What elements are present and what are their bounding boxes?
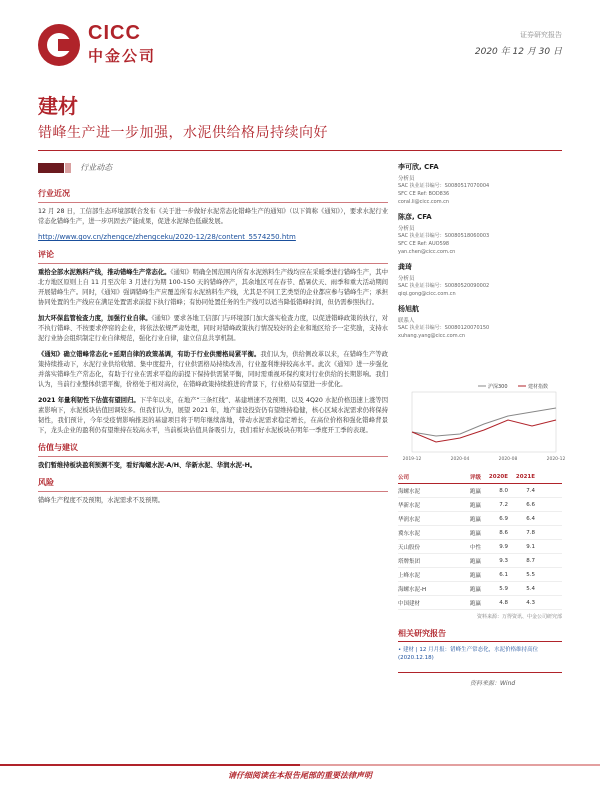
analyst-email[interactable]: qiqi.gong@cicc.com.cn <box>398 291 456 297</box>
source-link[interactable]: http://www.gov.cn/zhengce/zhengceku/2020-12/28/content_5574250.htm <box>38 233 296 241</box>
main-column <box>38 182 388 512</box>
section-title-recent: 行业近况 <box>38 189 70 198</box>
section-title-comment: 评论 <box>38 250 54 259</box>
logo-cn: 中金公司 <box>88 47 157 65</box>
title-rule <box>38 150 562 151</box>
table-cell: 6.9 <box>499 515 508 522</box>
x-tick-label: 2020-12 <box>546 457 566 462</box>
table-header-cell: 2020E <box>488 473 508 480</box>
series-line-1 <box>412 420 556 442</box>
rating-swatch-light <box>65 163 71 173</box>
analyst-extra: SFC CE Ref: AUO598 <box>398 241 450 247</box>
analyst-role: 联系人 <box>398 318 415 324</box>
table-cell: 中国建材 <box>398 600 421 607</box>
table-cell: 5.5 <box>526 571 535 578</box>
report-headline: 错峰生产进一步加强，水泥供给格局持续向好 <box>38 125 328 141</box>
doc-type: 证券研究报告 <box>520 31 562 39</box>
analyst-cert: SAC 执业证书编号：S0080120070150 <box>398 325 490 331</box>
p1-body: 《通知》明确全国范围内所有水泥熟料生产线均应在采暖季进行错峰生产，其中北方地区原则上自 11 月至次年 3 月进行为期 100-150 天的错峰停产，其余地区可在春节、酷暑伏天、雨季和重大活动期间开展错峰生产。同时，《通知》强调错峰生产应覆盖所有水泥熟料生产线，尤其是不同工艺类型的企业都应参与错峰生产；承担协同处置的生产线应在满足处置需求前提下执行错峰；有协同处置任务的生产线可以适当降低错峰时间，但仍需参照执行。 <box>38 269 388 306</box>
table-header-cell: 公司 <box>398 474 410 481</box>
p4-lead: 2021 年量利韧性下估值有望回归。 <box>38 397 140 404</box>
performance-chart <box>398 378 566 466</box>
cicc-logo-icon <box>38 24 80 66</box>
risk-paragraph: 错峰生产程度不及预期，水泥需求不及预期。 <box>38 497 164 504</box>
analyst-cert: SAC 执业证书编号：S0080520090002 <box>398 283 490 289</box>
table-cell: 跑赢 <box>469 516 481 523</box>
table-cell: 华新水泥 <box>398 502 421 509</box>
table-cell: 9.1 <box>526 543 535 550</box>
table-cell: 4.8 <box>499 599 508 606</box>
x-tick-label: 2020-08 <box>498 457 518 462</box>
table-row <box>398 484 562 498</box>
table-cell: 跑赢 <box>469 530 481 537</box>
table-header-row <box>398 470 562 484</box>
comment-paragraph-1 <box>38 268 388 308</box>
analyst-column <box>398 162 562 346</box>
table-cell: 中性 <box>469 544 481 551</box>
table-cell: 9.3 <box>499 557 508 564</box>
logo-en: CICC <box>88 22 141 44</box>
table-cell: 9.9 <box>499 543 508 550</box>
footer-bar-accent <box>300 764 600 766</box>
table-row <box>398 512 562 526</box>
comment-paragraph-4 <box>38 396 388 436</box>
p2-body: 《通知》要求各地工信部门与环境部门加大落实检查力度，以促进错峰政策的执行，对不执行错峰、不按要求停窑的企业，将依法依规严肃处理，同时对错峰政策执行情况较好的企业和地区给予一定奖励，支持水泥行业协会组织制定行业自律规范，强化行业自律，建立信息共享机制。 <box>38 315 388 342</box>
table-row <box>398 568 562 582</box>
source-note: 资料来源：Wind <box>470 680 516 687</box>
section-rule <box>38 491 388 492</box>
analyst-name: 杨旭航 <box>398 305 419 313</box>
rating-badge <box>38 157 238 172</box>
p2-lead: 加大环保监管检查力度，加强行业自律。 <box>38 315 152 322</box>
analyst-cert: SAC 执业证书编号：S0080518060003 <box>398 233 490 239</box>
invest-paragraph <box>38 461 388 471</box>
table-cell: 5.4 <box>526 585 535 592</box>
table-row <box>398 596 562 610</box>
cicc-logo <box>38 22 188 68</box>
table-cell: 8.6 <box>499 529 508 536</box>
related-title: 相关研究报告 <box>398 629 446 638</box>
analyst-card <box>398 304 562 340</box>
table-cell: 8.7 <box>526 557 535 564</box>
chart-frame <box>412 392 556 452</box>
table-cell: 5.9 <box>499 585 508 592</box>
table-cell: 冀东水泥 <box>398 530 421 537</box>
rating-swatch <box>38 163 64 173</box>
analyst-name: 陈彦, CFA <box>398 213 432 221</box>
table-cell: 海螺水泥-H <box>398 586 427 593</box>
table-cell: 跑赢 <box>469 488 481 495</box>
table-cell: 塔牌集团 <box>398 558 421 565</box>
table-row <box>398 540 562 554</box>
section-rule <box>38 456 388 457</box>
valuation-table <box>398 470 562 620</box>
table-row <box>398 526 562 540</box>
table-cell: 7.2 <box>499 501 508 508</box>
p3-body: 我们认为，供给侧改革以来，在错峰生产等政策持续推动下，水泥行业供给收缩、集中度提升，行业供需格局持续改善，行业盈利维持较高水平。此次《通知》进一步强化并落实错峰生产常态化，有助于行业在需求平稳的前提下保持供需紧平衡，同时需重视环保约束对行业供给的长期影响。我们认为，当前行业整体供需平衡，价格处于相对高位，在错峰政策持续推进的背景下，行业格局有望进一步优化。 <box>38 351 389 388</box>
table-cell: 华润水泥 <box>398 516 421 523</box>
table-cell: 跑赢 <box>469 600 481 607</box>
section-title-risk: 风险 <box>38 478 54 487</box>
analyst-email[interactable]: coral.li@cicc.com.cn <box>398 199 450 205</box>
p3-lead: 《通知》确立错峰常态化+延期自律的政策基调，有助于行业供需格局紧平衡。 <box>38 351 261 358</box>
table-cell: 6.6 <box>526 501 535 508</box>
x-tick-label: 2019-12 <box>402 457 422 462</box>
analyst-name: 李可欣, CFA <box>398 163 439 171</box>
table-cell: 6.4 <box>526 515 535 522</box>
related-report-link[interactable]: • 建材 | 12 月月报：错峰生产常态化，水泥价格维持高位 (2020.12.18) <box>398 647 539 661</box>
table-cell: 8.0 <box>499 487 508 494</box>
analyst-card <box>398 212 562 256</box>
comment-paragraph-2 <box>38 314 388 344</box>
analyst-email[interactable]: yan.chen@cicc.com.cn <box>398 249 456 255</box>
table-cell: 跑赢 <box>469 572 481 579</box>
table-cell: 7.8 <box>526 529 535 536</box>
analyst-role: 分析员 <box>398 226 415 232</box>
x-tick-label: 2020-04 <box>450 457 470 462</box>
p1-lead: 重拾全部水泥熟料产线，推动错峰生产常态化。 <box>38 269 171 276</box>
analyst-extra: SFC CE Ref: BOD836 <box>398 191 450 197</box>
legal-footer: 请仔细阅读在本报告尾部的重要法律声明 <box>228 771 372 780</box>
table-source: 资料来源：万得资讯、中金公司研究部 <box>476 614 562 620</box>
analyst-role: 分析员 <box>398 276 415 282</box>
legend-label: 建材指数 <box>528 384 549 390</box>
table-cell: 海螺水泥 <box>398 488 421 495</box>
table-cell: 4.3 <box>526 599 535 606</box>
table-cell: 上峰水泥 <box>398 572 421 579</box>
section-title-invest: 估值与建议 <box>38 443 78 452</box>
table-cell: 7.4 <box>526 487 535 494</box>
comment-paragraph-3 <box>38 350 388 390</box>
table-row <box>398 554 562 568</box>
analyst-name: 龚琦 <box>398 263 412 271</box>
series-line-0 <box>412 408 556 436</box>
table-row <box>398 582 562 596</box>
report-date: 2020 年 12 月 30 日 <box>474 47 562 57</box>
analyst-cert: SAC 执业证书编号：S0080517070004 <box>398 183 490 189</box>
table-cell: 天山股份 <box>398 544 421 551</box>
invest-text: 我们暂维持板块盈利预测不变，看好海螺水泥-A/H、华新水泥、华润水泥-H。 <box>38 462 257 469</box>
rating-label: 行业动态 <box>80 163 113 172</box>
recent-paragraph: 12 月 28 日，工信部生态环境部联合发布《关于进一步做好水泥常态化错峰生产的通知》（以下简称《通知》），要求水泥行业常态化错峰生产，进一步巩固去产能成果，促进水泥绿色低碳发展。 <box>38 208 388 225</box>
table-cell: 跑赢 <box>469 502 481 509</box>
analyst-card <box>398 162 562 206</box>
analyst-email[interactable]: xuhang.yang@cicc.com.cn <box>398 333 466 339</box>
report-header <box>0 0 600 80</box>
sector-title: 建材 <box>38 94 78 118</box>
related-rule-bottom <box>398 672 562 673</box>
analyst-role: 分析员 <box>398 176 415 182</box>
table-cell: 跑赢 <box>469 586 481 593</box>
table-cell: 6.1 <box>499 571 508 578</box>
related-rule <box>398 641 562 642</box>
legend-label: 沪深300 <box>488 384 508 390</box>
section-rule <box>38 202 388 203</box>
section-rule <box>38 263 388 264</box>
table-header-cell: 2021E <box>515 473 535 480</box>
table-row <box>398 498 562 512</box>
table-header-cell: 评级 <box>469 474 481 481</box>
p4-body: 下半年以来，在地产“三条红线”、基建增速不及预期、以及 4Q20 水泥价格迅速上涨等因素影响下，水泥板块估值回调较多。但我们认为，展望 2021 年，地产建设投资仍有望维持稳健，核心区域水泥需求仍将保持韧性，我们预计，今年受疫情影响推迟的基建项目将于明年继续落地，带动水泥需求稳定增长，在高位价格和强化错峰背景下，龙头企业的盈利仍有望维持在较高水平，当前板块估值具备吸引力，我们看好水泥板块在明年一季度开工季的表现。 <box>38 397 388 434</box>
table-cell: 跑赢 <box>469 558 481 565</box>
analyst-card <box>398 262 562 298</box>
